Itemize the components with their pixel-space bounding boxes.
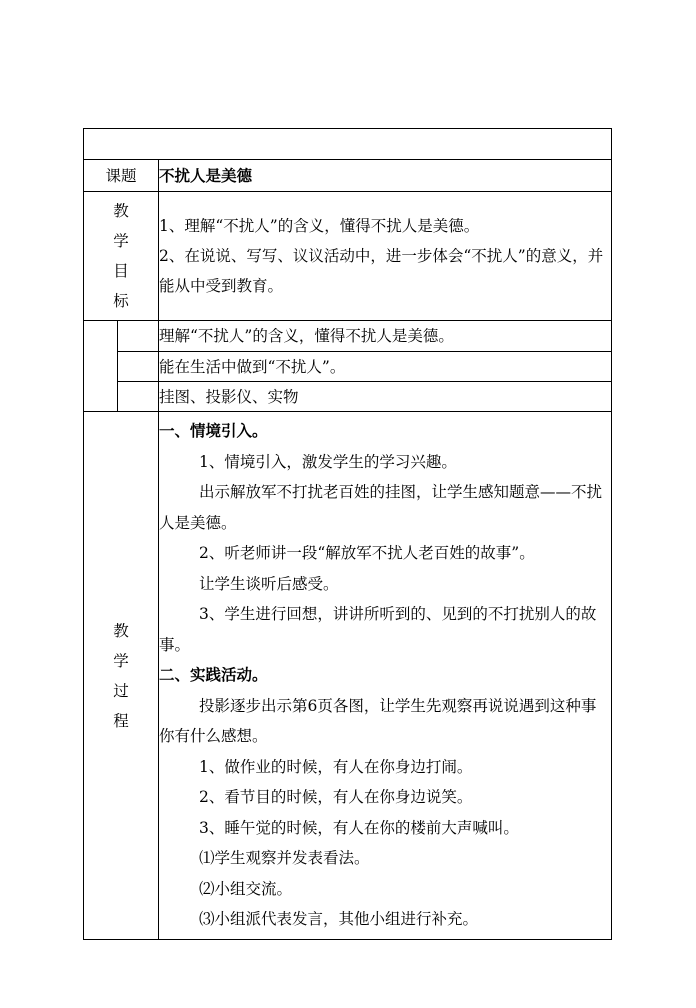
goals-row — [84, 192, 612, 321]
process-label-char: 教 — [113, 621, 129, 640]
key-row — [84, 352, 612, 382]
goal-item: 2、在说说、写写、议议活动中，进一步体会“不扰人”的意义，并能从中受到教育。 — [159, 247, 604, 295]
key-point: 理解“不扰人”的含义，懂得不扰人是美德。 — [159, 321, 612, 352]
goals-label-char: 目 — [113, 262, 129, 280]
process-line: ⑵小组交流。 — [199, 879, 293, 898]
lesson-plan-table — [83, 128, 612, 940]
process-line: 投影逐步出示第6页各图，让学生先观察再说说遇到这种事你有什么感想。 — [159, 696, 597, 746]
goals-label-char: 教 — [113, 202, 129, 220]
key-label-cell — [118, 352, 159, 382]
goals-content — [159, 192, 612, 321]
key-side-cell — [84, 321, 118, 412]
key-row — [84, 382, 612, 412]
process-label-char: 过 — [113, 681, 129, 700]
process-label-char: 学 — [113, 651, 129, 670]
process-line: 1、做作业的时候，有人在你身边打闹。 — [199, 757, 473, 776]
section-heading: 二、实践活动。 — [159, 665, 268, 685]
process-line: 出示解放军不打扰老百姓的挂图，让学生感知题意——不扰人是美德。 — [159, 483, 603, 532]
process-line: 2、看节目的时候，有人在你身边说笑。 — [199, 788, 473, 807]
process-line: ⑴学生观察并发表看法。 — [199, 849, 370, 868]
key-row — [84, 321, 612, 352]
header-row — [84, 129, 612, 160]
teaching-aids: 挂图、投影仪、实物 — [159, 382, 612, 412]
goals-label-char: 学 — [113, 232, 129, 250]
process-row — [84, 412, 612, 940]
goals-label — [84, 192, 159, 321]
process-line: 让学生谈听后感受。 — [199, 574, 339, 593]
section-heading: 一、情境引入。 — [159, 421, 268, 441]
header-cell — [84, 129, 612, 160]
process-line: 2、听老师讲一段“解放军不扰人老百姓的故事”。 — [199, 544, 535, 563]
topic-title: 不扰人是美德 — [159, 160, 612, 192]
difficulty-point: 能在生活中做到“不扰人”。 — [159, 352, 612, 382]
goals-label-char: 标 — [113, 292, 129, 310]
key-label-cell — [118, 321, 159, 352]
topic-label: 课题 — [84, 160, 159, 192]
key-label-cell — [118, 382, 159, 412]
process-line: ⑶小组派代表发言，其他小组进行补充。 — [199, 910, 479, 929]
process-label-char: 程 — [113, 711, 129, 730]
process-label — [84, 412, 159, 940]
topic-row — [84, 160, 612, 192]
process-content — [159, 412, 612, 940]
process-line: 3、睡午觉的时候，有人在你的楼前大声喊叫。 — [199, 818, 519, 837]
goal-item: 1、理解“不扰人”的含义，懂得不扰人是美德。 — [159, 217, 480, 235]
process-line: 3、学生进行回想，讲讲所听到的、见到的不打扰别人的故事。 — [159, 605, 597, 654]
process-line: 1、情境引入，激发学生的学习兴趣。 — [199, 452, 457, 471]
